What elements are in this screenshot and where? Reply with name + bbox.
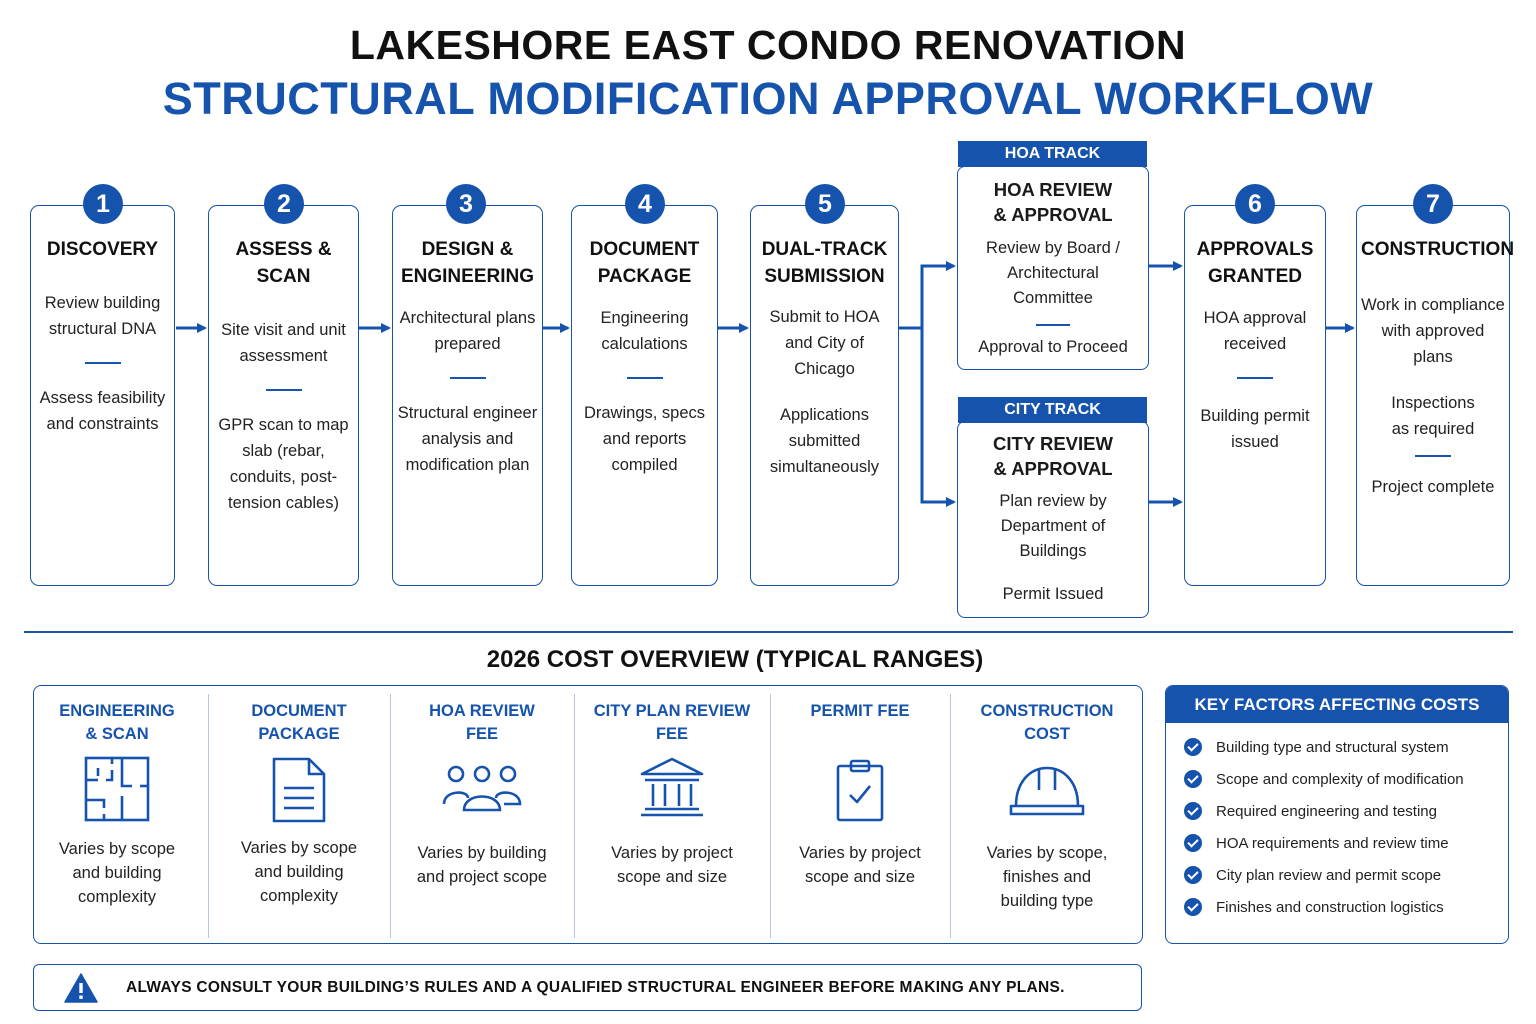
step-text: Building permit issued <box>1200 407 1310 451</box>
cost-item-permit-fee <box>771 686 949 942</box>
key-factor-label: Scope and complexity of modification <box>1216 770 1464 788</box>
track-text: Plan review by Department of Buildings <box>999 492 1107 560</box>
step-divider <box>85 362 121 364</box>
key-factor-item <box>1184 833 1449 853</box>
key-factors-panel <box>1165 685 1509 944</box>
key-factor-item <box>1184 897 1444 917</box>
check-circle-icon <box>1184 898 1202 916</box>
cost-item-document-package <box>216 686 382 942</box>
floor-plan-icon <box>84 756 150 822</box>
step-text: Submit to HOA and City of Chicago <box>769 308 880 378</box>
step-text: Applications submitted simultaneously <box>769 406 880 476</box>
step-construction <box>1356 205 1515 586</box>
step-text: Review building structural DNA <box>44 294 161 338</box>
key-factor-label: HOA requirements and review time <box>1216 834 1449 852</box>
cost-item-text: Varies by scope and building complexity <box>58 840 176 906</box>
page-subtitle: STRUCTURAL MODIFICATION APPROVAL WORKFLOW <box>162 73 1374 124</box>
people-group-icon <box>442 764 522 814</box>
clipboard-check-icon <box>835 758 885 822</box>
page-title: LAKESHORE EAST CONDO RENOVATION <box>349 22 1187 68</box>
step-text: Work in compliance with approved plans <box>1361 296 1505 366</box>
step-approvals-granted <box>1184 205 1326 586</box>
cost-item-engineering-scan <box>34 686 200 942</box>
step-divider <box>450 377 486 379</box>
step-dual-track-submission <box>750 205 899 586</box>
column-separator <box>208 694 209 938</box>
step-number-badge: 7 <box>1413 184 1453 224</box>
check-circle-icon <box>1184 866 1202 884</box>
cost-item-text: Varies by scope, finishes and building type <box>986 844 1108 910</box>
step-discovery <box>30 205 175 586</box>
track-title: HOA REVIEW & APPROVAL <box>993 179 1113 225</box>
cost-overview-title: 2026 COST OVERVIEW (TYPICAL RANGES) <box>486 646 984 673</box>
step-text: Site visit and unit assessment <box>221 321 346 365</box>
step-title: APPROVALS GRANTED <box>1196 239 1314 287</box>
section-divider <box>24 631 1513 633</box>
cost-item-hoa-review-fee <box>392 686 572 942</box>
cost-item-title: PERMIT FEE <box>810 702 910 720</box>
cost-item-title: DOCUMENT PACKAGE <box>251 702 347 743</box>
document-icon <box>271 756 327 824</box>
cost-overview-panel <box>33 685 1143 944</box>
step-text: Project complete <box>1371 478 1495 496</box>
step-text: Architectural plans prepared <box>399 309 536 353</box>
step-text: Engineering calculations <box>600 309 689 353</box>
key-factor-label: Building type and structural system <box>1216 738 1449 756</box>
key-factor-item <box>1184 769 1464 789</box>
key-factor-label: Required engineering and testing <box>1216 802 1437 820</box>
step-divider <box>1237 377 1273 379</box>
cost-item-construction-cost <box>951 686 1143 942</box>
key-factor-item <box>1184 865 1441 885</box>
cost-item-title: CONSTRUCTION COST <box>980 702 1114 743</box>
step-title: DUAL-TRACK SUBMISSION <box>761 239 888 287</box>
step-document-package <box>571 205 718 586</box>
step-number-badge: 2 <box>264 184 304 224</box>
step-number-badge: 3 <box>446 184 486 224</box>
step-number-badge: 5 <box>805 184 845 224</box>
step-divider <box>627 377 663 379</box>
track-divider <box>1036 324 1070 326</box>
step-title: CONSTRUCTION <box>1361 239 1515 260</box>
cost-item-title: HOA REVIEW FEE <box>429 702 535 743</box>
step-text: HOA approval received <box>1203 309 1307 353</box>
step-title: DOCUMENT PACKAGE <box>589 239 700 287</box>
check-circle-icon <box>1184 834 1202 852</box>
key-factor-item <box>1184 737 1449 757</box>
step-number-badge: 6 <box>1235 184 1275 224</box>
step-text: Drawings, specs and reports compiled <box>583 404 706 474</box>
step-text: Structural engineer analysis and modification plan <box>397 404 538 474</box>
step-divider <box>1415 455 1451 457</box>
hard-hat-icon <box>1008 762 1086 820</box>
track-title: CITY REVIEW & APPROVAL <box>993 433 1113 479</box>
step-design-engineering <box>392 205 543 586</box>
check-circle-icon <box>1184 738 1202 756</box>
hoa-track-box <box>957 166 1149 370</box>
cost-item-text: Varies by project scope and size <box>611 844 733 886</box>
step-text: GPR scan to map slab (rebar, conduits, post- tension cables) <box>218 416 349 512</box>
city-hall-icon <box>639 756 705 818</box>
warning-icon <box>64 973 98 1003</box>
track-text: Review by Board / Architectural Committee <box>986 239 1120 307</box>
step-title: DISCOVERY <box>46 239 159 260</box>
cost-item-text: Varies by building and project scope <box>416 844 548 886</box>
arrow-5-city <box>922 328 954 502</box>
step-assess-scan <box>208 205 359 586</box>
cost-item-text: Varies by scope and building complexity <box>240 839 358 905</box>
key-factor-label: Finishes and construction logistics <box>1216 898 1444 916</box>
track-result: Permit Issued <box>1002 585 1104 603</box>
arrow-5-split <box>899 266 954 328</box>
track-result: Approval to Proceed <box>978 338 1128 356</box>
city-track-box <box>957 421 1149 618</box>
key-factors-title: KEY FACTORS AFFECTING COSTS <box>1166 686 1508 723</box>
step-number-badge: 4 <box>625 184 665 224</box>
key-factor-label: City plan review and permit scope <box>1216 866 1442 884</box>
step-title: ASSESS & SCAN <box>235 239 332 287</box>
hoa-track-label: HOA TRACK <box>958 141 1147 167</box>
key-factor-item <box>1184 801 1437 821</box>
step-text: Inspections as required <box>1391 394 1475 438</box>
cost-item-city-plan-review-fee <box>575 686 769 942</box>
city-track-label: CITY TRACK <box>958 397 1147 423</box>
warning-banner <box>33 964 1142 1011</box>
check-circle-icon <box>1184 802 1202 820</box>
step-divider <box>266 389 302 391</box>
step-number-badge: 1 <box>83 184 123 224</box>
check-circle-icon <box>1184 770 1202 788</box>
step-text: Assess feasibility and constraints <box>39 389 166 433</box>
column-separator <box>390 694 391 938</box>
cost-item-title: CITY PLAN REVIEW FEE <box>593 702 751 743</box>
warning-text: ALWAYS CONSULT YOUR BUILDING’S RULES AND A QUALIFIED STRUCTURAL ENGINEER BEFORE MAKING ANY PLANS. <box>126 979 1065 996</box>
cost-item-title: ENGINEERING & SCAN <box>59 702 175 743</box>
cost-item-text: Varies by project scope and size <box>799 844 921 886</box>
step-title: DESIGN & ENGINEERING <box>400 239 535 287</box>
